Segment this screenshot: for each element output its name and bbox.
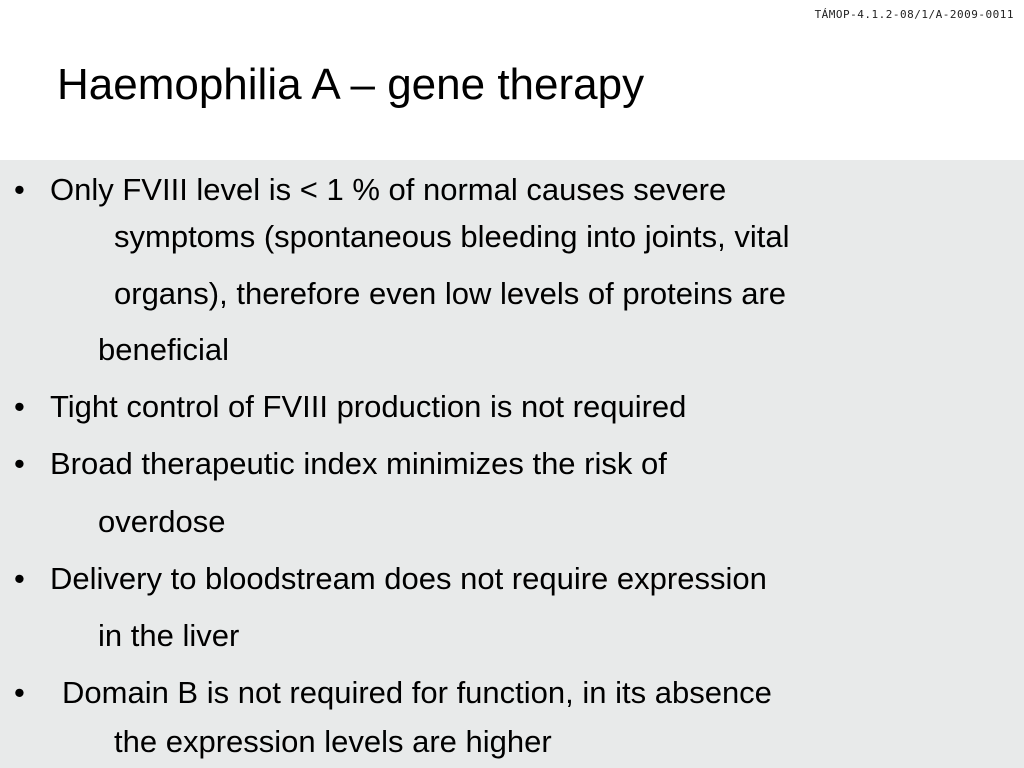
- bullet-marker: •: [14, 446, 25, 481]
- bullet-line: beneficial: [98, 332, 229, 367]
- bullet-marker: •: [14, 561, 25, 596]
- bullet-line: symptoms (spontaneous bleeding into joints, vital: [114, 219, 790, 254]
- bullet-marker: •: [14, 675, 25, 710]
- bullet-line: overdose: [98, 504, 226, 539]
- project-code: TÁMOP-4.1.2-08/1/A-2009-0011: [814, 8, 1014, 21]
- bullet-line: organs), therefore even low levels of proteins are: [114, 276, 787, 311]
- bullet-line: Only FVIII level is < 1 % of normal causes severe: [50, 172, 727, 207]
- bullet-marker: •: [14, 389, 25, 424]
- bullet-line: Broad therapeutic index minimizes the risk of: [50, 446, 667, 481]
- bullet-line: in the liver: [98, 618, 240, 653]
- bullet-line: Tight control of FVIII production is not required: [50, 389, 687, 424]
- bullet-line: the expression levels are higher: [114, 724, 552, 759]
- content-area: [0, 160, 1024, 768]
- slide-title: Haemophilia A – gene therapy: [57, 60, 645, 109]
- bullet-line: Domain B is not required for function, in its absence: [62, 675, 772, 710]
- bullet-line: Delivery to bloodstream does not require expression: [50, 561, 767, 596]
- bullet-marker: •: [14, 172, 25, 207]
